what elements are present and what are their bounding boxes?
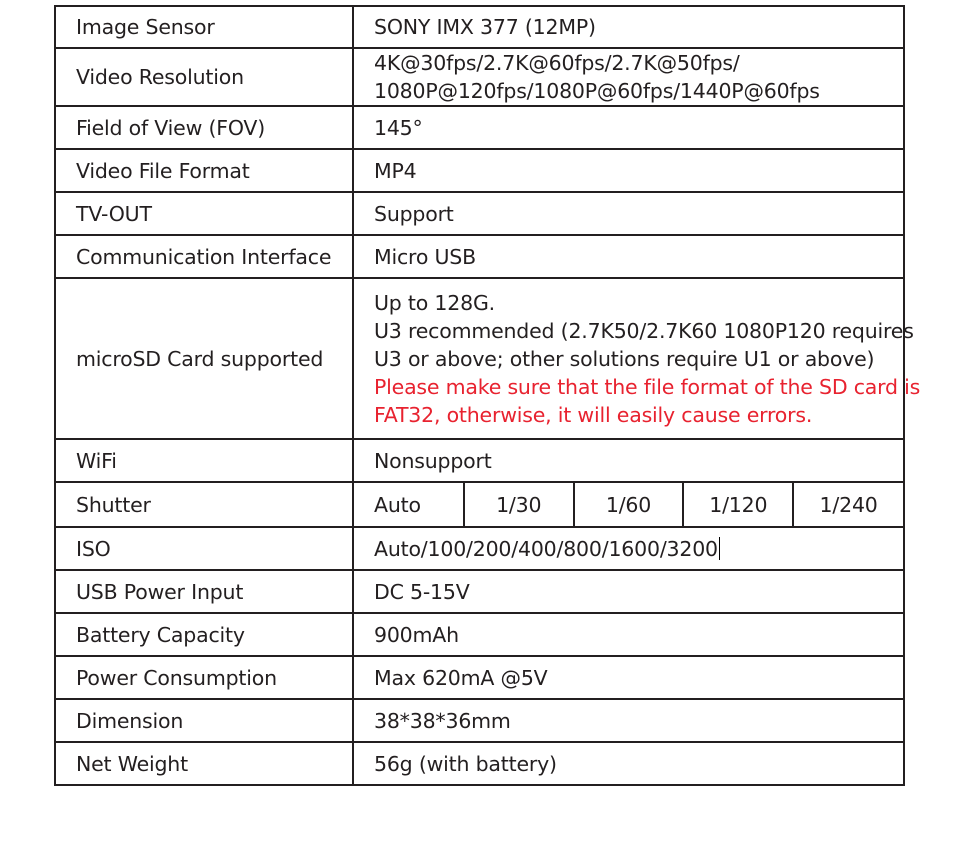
iso-value-text: Auto/100/200/400/800/1600/3200 — [374, 536, 718, 561]
shutter-option: 1/120 — [683, 483, 793, 526]
spec-value: Micro USB — [353, 235, 904, 278]
spec-value: Support — [353, 192, 904, 235]
spec-row-wifi — [55, 439, 904, 482]
spec-label: TV-OUT — [55, 192, 353, 235]
spec-row-power — [55, 656, 904, 699]
spec-value: 145° — [353, 106, 904, 149]
spec-label: ISO — [55, 527, 353, 570]
spec-row-image-sensor — [55, 6, 904, 48]
spec-label: microSD Card supported — [55, 278, 353, 439]
spec-row-video-format — [55, 149, 904, 192]
shutter-options — [354, 483, 903, 526]
shutter-option: Auto — [374, 492, 421, 517]
spec-value: Max 620mA @5V — [353, 656, 904, 699]
spec-row-microsd — [55, 278, 904, 439]
spec-label: Video File Format — [55, 149, 353, 192]
spec-row-fov — [55, 106, 904, 149]
spec-value — [353, 48, 904, 106]
spec-label: Field of View (FOV) — [55, 106, 353, 149]
spec-label: Image Sensor — [55, 6, 353, 48]
spec-row-battery — [55, 613, 904, 656]
spec-row-usb-power — [55, 570, 904, 613]
spec-value: MP4 — [353, 149, 904, 192]
spec-value: DC 5-15V — [353, 570, 904, 613]
spec-row-tv-out — [55, 192, 904, 235]
spec-row-iso — [55, 527, 904, 570]
spec-label: Communication Interface — [55, 235, 353, 278]
spec-label: Power Consumption — [55, 656, 353, 699]
spec-row-video-resolution — [55, 48, 904, 106]
spec-value — [353, 482, 904, 527]
spec-row-shutter — [55, 482, 904, 527]
sd-format-warning-line: FAT32, otherwise, it will easily cause errors. — [374, 402, 813, 427]
spec-value: 56g (with battery) — [353, 742, 904, 785]
spec-value — [353, 527, 904, 570]
spec-value: 900mAh — [353, 613, 904, 656]
spec-label: USB Power Input — [55, 570, 353, 613]
spec-value: Nonsupport — [353, 439, 904, 482]
spec-value-line: Up to 128G. — [374, 290, 495, 315]
spec-label: Battery Capacity — [55, 613, 353, 656]
spec-value-line: U3 or above; other solutions require U1 or above) — [374, 346, 875, 371]
spec-label: Net Weight — [55, 742, 353, 785]
spec-value-line: U3 recommended (2.7K50/2.7K60 1080P120 requires — [374, 318, 914, 343]
shutter-option: 1/240 — [793, 483, 903, 526]
spec-value — [353, 278, 921, 439]
shutter-option: 1/60 — [574, 483, 684, 526]
spec-table — [54, 5, 921, 786]
sd-format-warning-line: Please make sure that the file format of the SD card is — [374, 374, 921, 399]
text-cursor — [719, 537, 720, 560]
spec-value: 38*38*36mm — [353, 699, 904, 742]
spec-row-interface — [55, 235, 904, 278]
spec-value-line: 4K@30fps/2.7K@60fps/2.7K@50fps/ — [374, 51, 740, 75]
spec-label: Video Resolution — [55, 48, 353, 106]
spec-value: SONY IMX 377 (12MP) — [353, 6, 904, 48]
spec-row-weight — [55, 742, 904, 785]
spec-label: Dimension — [55, 699, 353, 742]
shutter-option: 1/30 — [464, 483, 574, 526]
spec-value-line: 1080P@120fps/1080P@60fps/1440P@60fps — [374, 79, 820, 103]
spec-row-dimension — [55, 699, 904, 742]
spec-label: Shutter — [55, 482, 353, 527]
spec-label: WiFi — [55, 439, 353, 482]
